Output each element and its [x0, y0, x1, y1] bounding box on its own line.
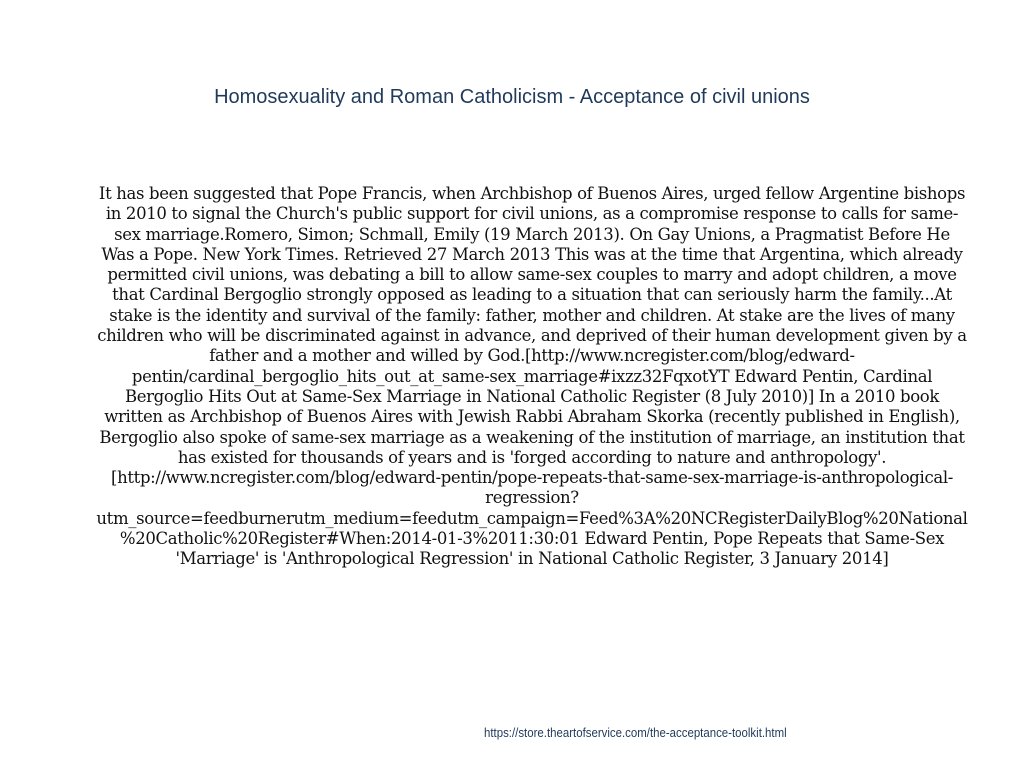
slide-title: Homosexuality and Roman Catholicism - Acceptance of civil unions — [214, 86, 810, 108]
footer-url-link[interactable]: https://store.theartofservice.com/the-acceptance-toolkit.html — [484, 725, 787, 740]
slide-body-text: It has been suggested that Pope Francis, when Archbishop of Buenos Aires, urged fellow Argentine bishops in 2010 to signal the Church's public support for civil unions, as a compromise response to calls for same-sex marriage.Romero, Simon; Schmall, Emily (19 March 2013). On Gay Unions, a Pragmatist Before He Was a Pope. New York Times. Retrieved 27 March 2013 This was at the time that Argentina, which already permitted civil unions, was debating a bill to allow same-sex couples to marry and adopt children, a move that Cardinal Bergoglio strongly opposed as leading to a situation that can seriously harm the family...At stake is the identity and survival of the family: father, mother and children. At stake are the lives of many children who will be discriminated against in advance, and deprived of their human development given by a father and a mother and willed by God.[http://www.ncregister.com/blog/edward-pentin/cardinal_bergoglio_hits_out_at_same-sex_marriage#ixzz32FqxotYT Edward Pentin, Cardinal Bergoglio Hits Out at Same-Sex Marriage in National Catholic Register (8 July 2010)] In a 2010 book written as Archbishop of Buenos Aires with Jewish Rabbi Abraham Skorka (recently published in English), Bergoglio also spoke of same-sex marriage as a weakening of the institution of marriage, an institution that has existed for thousands of years and is 'forged according to nature and anthropology'.[http://www.ncregister.com/blog/edward-pentin/pope-repeats-that-same-sex-marriage-is-anthropological-regression?utm_source=feedburnerutm_medium=feedutm_campaign=Feed%3A%20NCRegisterDailyBlog%20National%20Catholic%20Register#When:2014-01-3%2011:30:01 Edward Pentin, Pope Repeats that Same-Sex 'Marriage' is 'Anthropological Regression' in National Catholic Register, 3 January 2014] — [96, 184, 968, 569]
